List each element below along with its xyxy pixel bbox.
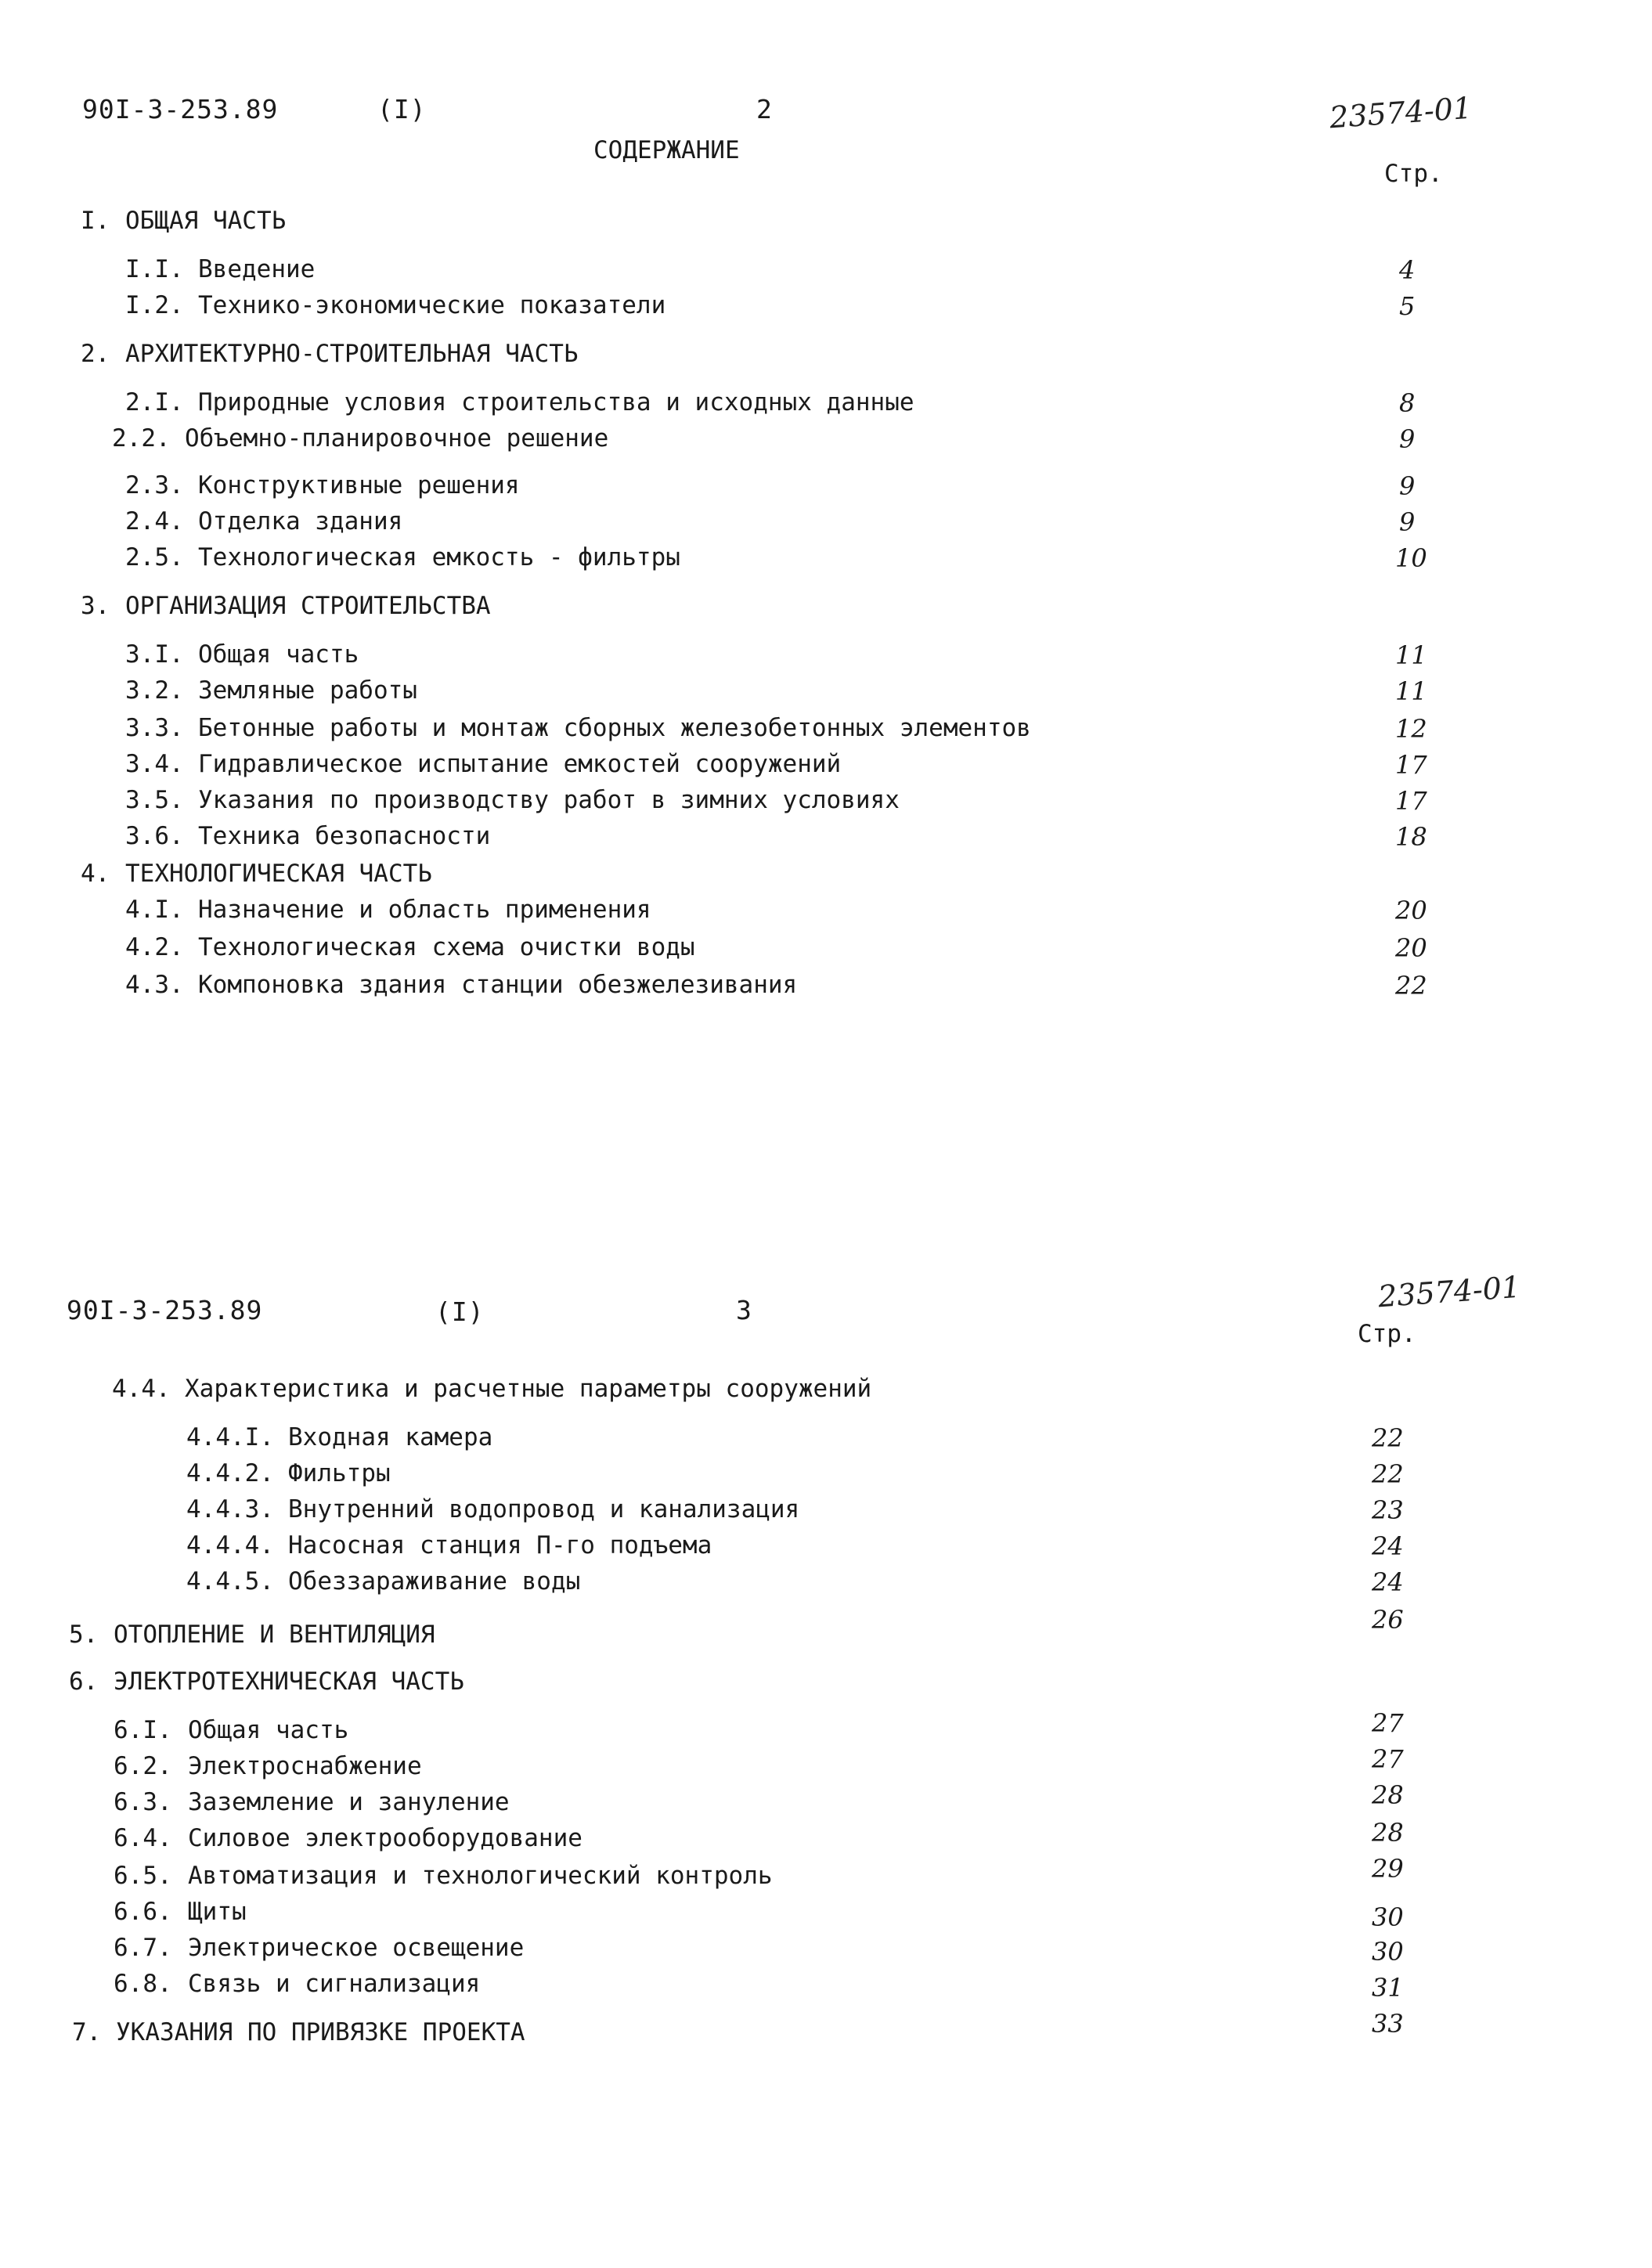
entry-title: Входная камера xyxy=(288,1423,493,1451)
entry-title: Общая часть xyxy=(188,1716,349,1744)
entry-title: Автоматизация и технологический контроль xyxy=(188,1862,773,1890)
entry-number: 4.4. xyxy=(112,1375,171,1403)
toc-entry-row xyxy=(0,388,1652,420)
entry-title: Техника безопасности xyxy=(198,822,491,850)
entry-title: Электроснабжение xyxy=(188,1752,422,1780)
toc-sheet-page-3 xyxy=(0,1253,1652,2268)
entry-number: 3.6. xyxy=(125,822,184,850)
entry-page: 9 xyxy=(1399,507,1416,537)
entry-page: 28 xyxy=(1372,1818,1404,1848)
entry-number: 4.4.2. xyxy=(186,1459,274,1487)
entry-title: Фильтры xyxy=(288,1459,391,1487)
entry-number: 4.3. xyxy=(125,971,184,999)
section-number: 2. xyxy=(81,340,110,368)
pages-column-header: Стр. xyxy=(1384,160,1443,188)
entry-page: 27 xyxy=(1372,1744,1404,1774)
toc-entry-row xyxy=(0,1567,1652,1599)
toc-entry-row xyxy=(0,896,1652,927)
entry-title: Обеззараживание воды xyxy=(288,1567,581,1596)
entry-number: 4.4.5. xyxy=(186,1567,274,1596)
entry-page: 5 xyxy=(1399,291,1416,321)
entry-title: Общая часть xyxy=(198,640,359,669)
entry-page: 33 xyxy=(1372,2009,1404,2039)
toc-entry-row xyxy=(0,543,1652,575)
entry-number: 2.5. xyxy=(125,543,184,572)
toc-entry-row xyxy=(0,1744,1652,1783)
entry-page: 11 xyxy=(1395,640,1427,670)
entry-page: 30 xyxy=(1372,1937,1404,1967)
entry-number: 6.3. xyxy=(114,1788,172,1816)
entry-title: Конструктивные решения xyxy=(198,471,520,499)
album-number: (I) xyxy=(377,94,427,124)
entry-title: Электрическое освещение xyxy=(188,1934,525,1962)
section-title: ОТОПЛЕНИЕ И ВЕНТИЛЯЦИЯ xyxy=(114,1621,435,1649)
toc-entry-row xyxy=(0,471,1652,503)
entry-title: Земляные работы xyxy=(198,676,417,705)
section-number: 5. xyxy=(69,1621,99,1649)
entry-page: 22 xyxy=(1372,1423,1404,1453)
entry-title: Характеристика и расчетные параметры сооружений xyxy=(185,1375,872,1403)
entry-page: 23 xyxy=(1372,1495,1404,1525)
entry-page: 9 xyxy=(1399,471,1416,501)
entry-page: 30 xyxy=(1372,1902,1404,1932)
entry-number: 6.5. xyxy=(114,1862,172,1890)
toc-subsection-row xyxy=(0,1375,1652,1406)
entry-title: Природные условия строительства и исходных данные xyxy=(198,388,914,416)
toc-entry-row xyxy=(0,1423,1652,1455)
toc-entry-row xyxy=(0,676,1652,708)
toc-section-row xyxy=(0,207,1652,238)
document-code: 90I-3-253.89 xyxy=(82,94,279,124)
toc-entry-row xyxy=(0,1459,1652,1491)
toc-entry-row xyxy=(0,640,1652,672)
section-number: 3. xyxy=(81,592,110,620)
entry-number: 4.4.4. xyxy=(186,1531,274,1559)
entry-page: 24 xyxy=(1372,1531,1404,1561)
entry-title: Заземление и зануление xyxy=(188,1788,510,1816)
section-number: I. xyxy=(81,207,110,235)
entry-page: 11 xyxy=(1395,676,1427,706)
entry-number: 6.4. xyxy=(114,1824,172,1852)
page-number: 2 xyxy=(756,94,773,124)
entry-number: 2.4. xyxy=(125,507,184,535)
document-code: 90I-3-253.89 xyxy=(67,1295,263,1325)
section-title: ЭЛЕКТРОТЕХНИЧЕСКАЯ ЧАСТЬ xyxy=(114,1668,464,1696)
entry-number: 3.2. xyxy=(125,676,184,705)
entry-page: 22 xyxy=(1395,971,1427,1001)
entry-number: 6.I. xyxy=(114,1716,172,1744)
entry-number: 6.6. xyxy=(114,1898,172,1926)
entry-number: 6.8. xyxy=(114,1970,172,1998)
entry-title: Технологическая схема очистки воды xyxy=(198,933,695,961)
toc-entry-row xyxy=(0,750,1652,781)
entry-page: 29 xyxy=(1372,1854,1404,1884)
entry-number: 6.7. xyxy=(114,1934,172,1962)
entry-page: 8 xyxy=(1399,388,1416,418)
toc-entry-row xyxy=(0,933,1652,965)
entry-page: 31 xyxy=(1372,1973,1404,2003)
entry-title: Насосная станция П-го подъема xyxy=(288,1531,712,1559)
entry-title: Бетонные работы и монтаж сборных железобетонных элементов xyxy=(198,714,1031,742)
entry-title: Объемно-планировочное решение xyxy=(185,424,609,453)
toc-title: СОДЕРЖАНИЕ xyxy=(593,136,740,164)
entry-page: 20 xyxy=(1395,933,1427,963)
entry-page: 9 xyxy=(1399,424,1416,454)
entry-page: 18 xyxy=(1395,822,1427,852)
toc-entry-row xyxy=(0,1531,1652,1563)
section-number: 7. xyxy=(72,2018,102,2046)
entry-page: 10 xyxy=(1395,543,1427,573)
entry-title: Указания по производству работ в зимних условиях xyxy=(198,786,900,814)
entry-page: 26 xyxy=(1372,1605,1404,1635)
entry-number: 6.2. xyxy=(114,1752,172,1780)
toc-entry-row xyxy=(0,424,1652,456)
section-title: ОРГАНИЗАЦИЯ СТРОИТЕЛЬСТВА xyxy=(125,592,491,620)
toc-entry-row xyxy=(0,1495,1652,1527)
toc-entry-row xyxy=(0,1854,1652,1893)
entry-title: Щиты xyxy=(188,1898,247,1926)
section-title: ТЕХНОЛОГИЧЕСКАЯ ЧАСТЬ xyxy=(125,860,432,888)
toc-entry-row xyxy=(0,1818,1652,1855)
toc-entry-row xyxy=(0,1970,1652,2001)
entry-title: Технико-экономические показатели xyxy=(198,291,666,319)
toc-entry-row xyxy=(0,714,1652,745)
page-number: 3 xyxy=(736,1295,752,1325)
entry-title: Назначение и область применения xyxy=(198,896,651,924)
toc-entry-row xyxy=(0,255,1652,287)
entry-number: 3.5. xyxy=(125,786,184,814)
entry-number: I.I. xyxy=(125,255,184,283)
inventory-number: 23574-01 xyxy=(1376,1269,1522,1314)
entry-title: Введение xyxy=(198,255,316,283)
entry-number: 2.3. xyxy=(125,471,184,499)
entry-number: 3.I. xyxy=(125,640,184,669)
album-number: (I) xyxy=(435,1296,485,1327)
entry-number: I.2. xyxy=(125,291,184,319)
entry-title: Компоновка здания станции обезжелезивания xyxy=(198,971,798,999)
section-number: 4. xyxy=(81,860,110,888)
entry-number: 3.3. xyxy=(125,714,184,742)
entry-title: Силовое электрооборудование xyxy=(188,1824,583,1852)
entry-title: Технологическая емкость - фильтры xyxy=(198,543,680,572)
toc-entry-row xyxy=(0,507,1652,539)
section-title: АРХИТЕКТУРНО-СТРОИТЕЛЬНАЯ ЧАСТЬ xyxy=(125,340,579,368)
toc-entry-row xyxy=(0,1934,1652,1965)
entry-number: 3.4. xyxy=(125,750,184,778)
pages-column-header: Стр. xyxy=(1358,1320,1416,1348)
toc-entry-row xyxy=(0,1898,1652,1932)
toc-section-row xyxy=(0,1668,1652,1699)
toc-section-row xyxy=(0,1605,1652,1652)
entry-page: 12 xyxy=(1395,714,1427,744)
section-number: 6. xyxy=(69,1668,99,1696)
entry-number: 4.I. xyxy=(125,896,184,924)
entry-page: 20 xyxy=(1395,896,1427,925)
entry-page: 22 xyxy=(1372,1459,1404,1489)
inventory-number: 23574-01 xyxy=(1328,90,1473,135)
section-title: УКАЗАНИЯ ПО ПРИВЯЗКЕ ПРОЕКТА xyxy=(116,2018,525,2046)
toc-entry-row xyxy=(0,291,1652,323)
entry-title: Отделка здания xyxy=(198,507,403,535)
toc-entry-row xyxy=(0,822,1652,853)
entry-title: Гидравлическое испытание емкостей сооружений xyxy=(198,750,842,778)
toc-section-row xyxy=(0,340,1652,371)
entry-number: 2.2. xyxy=(112,424,171,453)
entry-page: 28 xyxy=(1372,1780,1404,1810)
entry-number: 4.4.3. xyxy=(186,1495,274,1523)
entry-page: 4 xyxy=(1399,255,1416,285)
toc-section-row xyxy=(0,860,1652,891)
entry-page: 24 xyxy=(1372,1567,1404,1597)
section-title: ОБЩАЯ ЧАСТЬ xyxy=(125,207,287,235)
toc-section-row xyxy=(0,592,1652,623)
entry-number: 4.2. xyxy=(125,933,184,961)
toc-section-row xyxy=(0,2009,1652,2050)
entry-title: Связь и сигнализация xyxy=(188,1970,481,1998)
entry-number: 2.I. xyxy=(125,388,184,416)
toc-entry-row xyxy=(0,971,1652,1002)
entry-page: 27 xyxy=(1372,1708,1404,1738)
toc-entry-row xyxy=(0,1708,1652,1747)
entry-title: Внутренний водопровод и канализация xyxy=(288,1495,800,1523)
entry-number: 4.4.I. xyxy=(186,1423,274,1451)
entry-page: 17 xyxy=(1395,750,1427,780)
toc-entry-row xyxy=(0,1780,1652,1819)
entry-page: 17 xyxy=(1395,786,1427,816)
toc-entry-row xyxy=(0,786,1652,817)
